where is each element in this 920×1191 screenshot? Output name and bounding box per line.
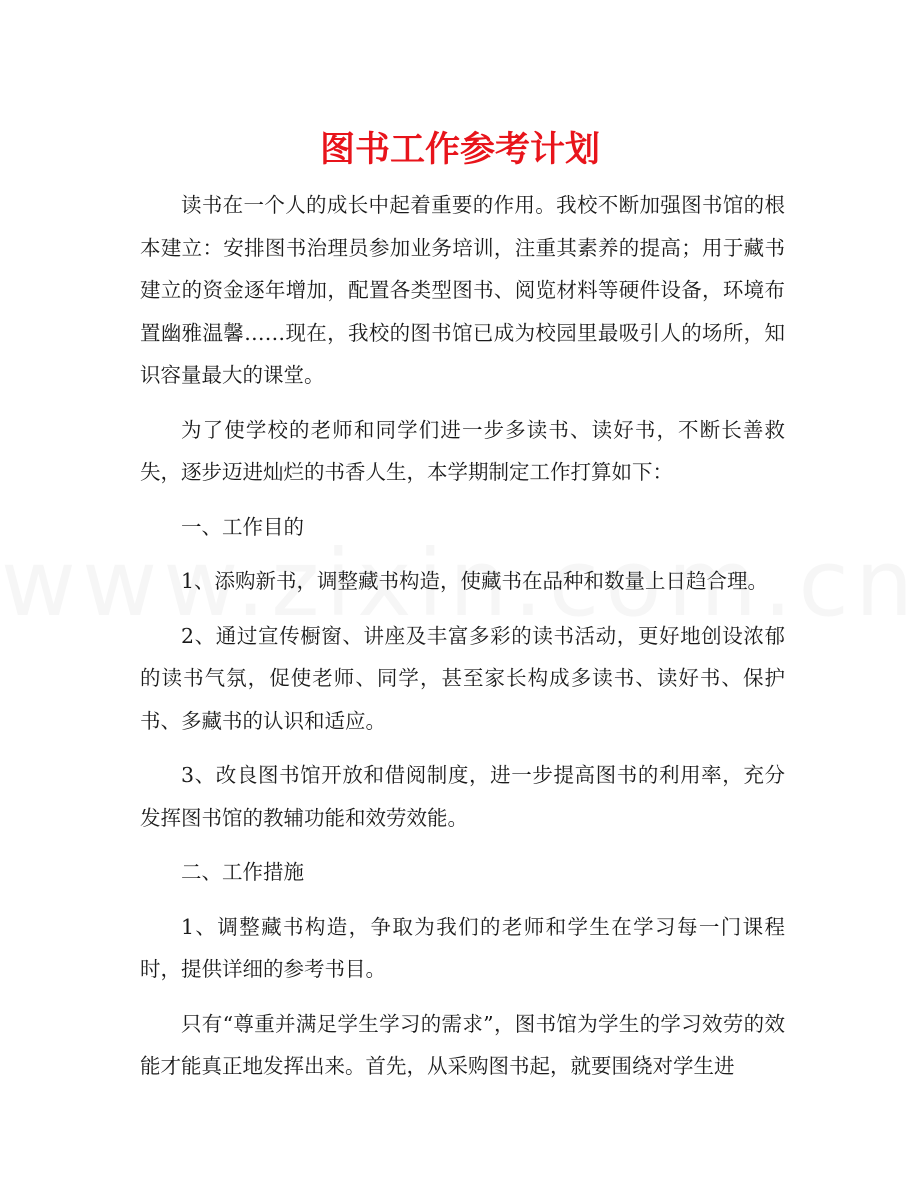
paragraph-goal-3: 3、改良图书馆开放和借阅制度，进一步提高图书的利用率，充分发挥图书馆的教辅功能和效劳效能。 (140, 763, 785, 830)
paragraph-intro: 读书在一个人的成长中起着重要的作用。我校不断加强图书馆的根本建立：安排图书治理员参加业务培训，注重其素养的提高；用于藏书建立的资金逐年增加，配置各类型图书、阅览材料等硬件设备，环境布置幽雅温馨……现在，我校的图书馆已成为校园里最吸引人的场所，知识容量最大的课堂。 (140, 193, 785, 387)
section-heading-goals: 一、工作目的 (181, 514, 304, 539)
paragraph-goal-2: 2、通过宣传橱窗、讲座及丰富多彩的读书活动，更好地创设浓郁的读书气氛，促使老师、同学，甚至家长构成多读书、读好书、保护书、多藏书的认识和适应。 (140, 623, 785, 733)
paragraph-plan-intro: 为了使学校的老师和同学们进一步多读书、读好书，不断长善救失，逐步迈进灿烂的书香人生，本学期制定工作打算如下： (140, 417, 785, 484)
paragraph-measure-1: 1、调整藏书构造，争取为我们的老师和学生在学习每一门课程时，提供详细的参考书目。 (140, 914, 785, 981)
document-body (140, 184, 785, 1100)
section-heading-measures: 二、工作措施 (181, 860, 304, 884)
paragraph-measure-1-detail: 只有“尊重并满足学生学习的需求”，图书馆为学生的学习效劳的效能才能真正地发挥出来。首先，从采购图书起，就要围绕对学生进 (140, 1011, 785, 1078)
document-title: 图书工作参考计划 (319, 130, 600, 170)
paragraph-goal-1: 1、添购新书，调整藏书构造，使藏书在品种和数量上日趋合理。 (181, 569, 769, 593)
